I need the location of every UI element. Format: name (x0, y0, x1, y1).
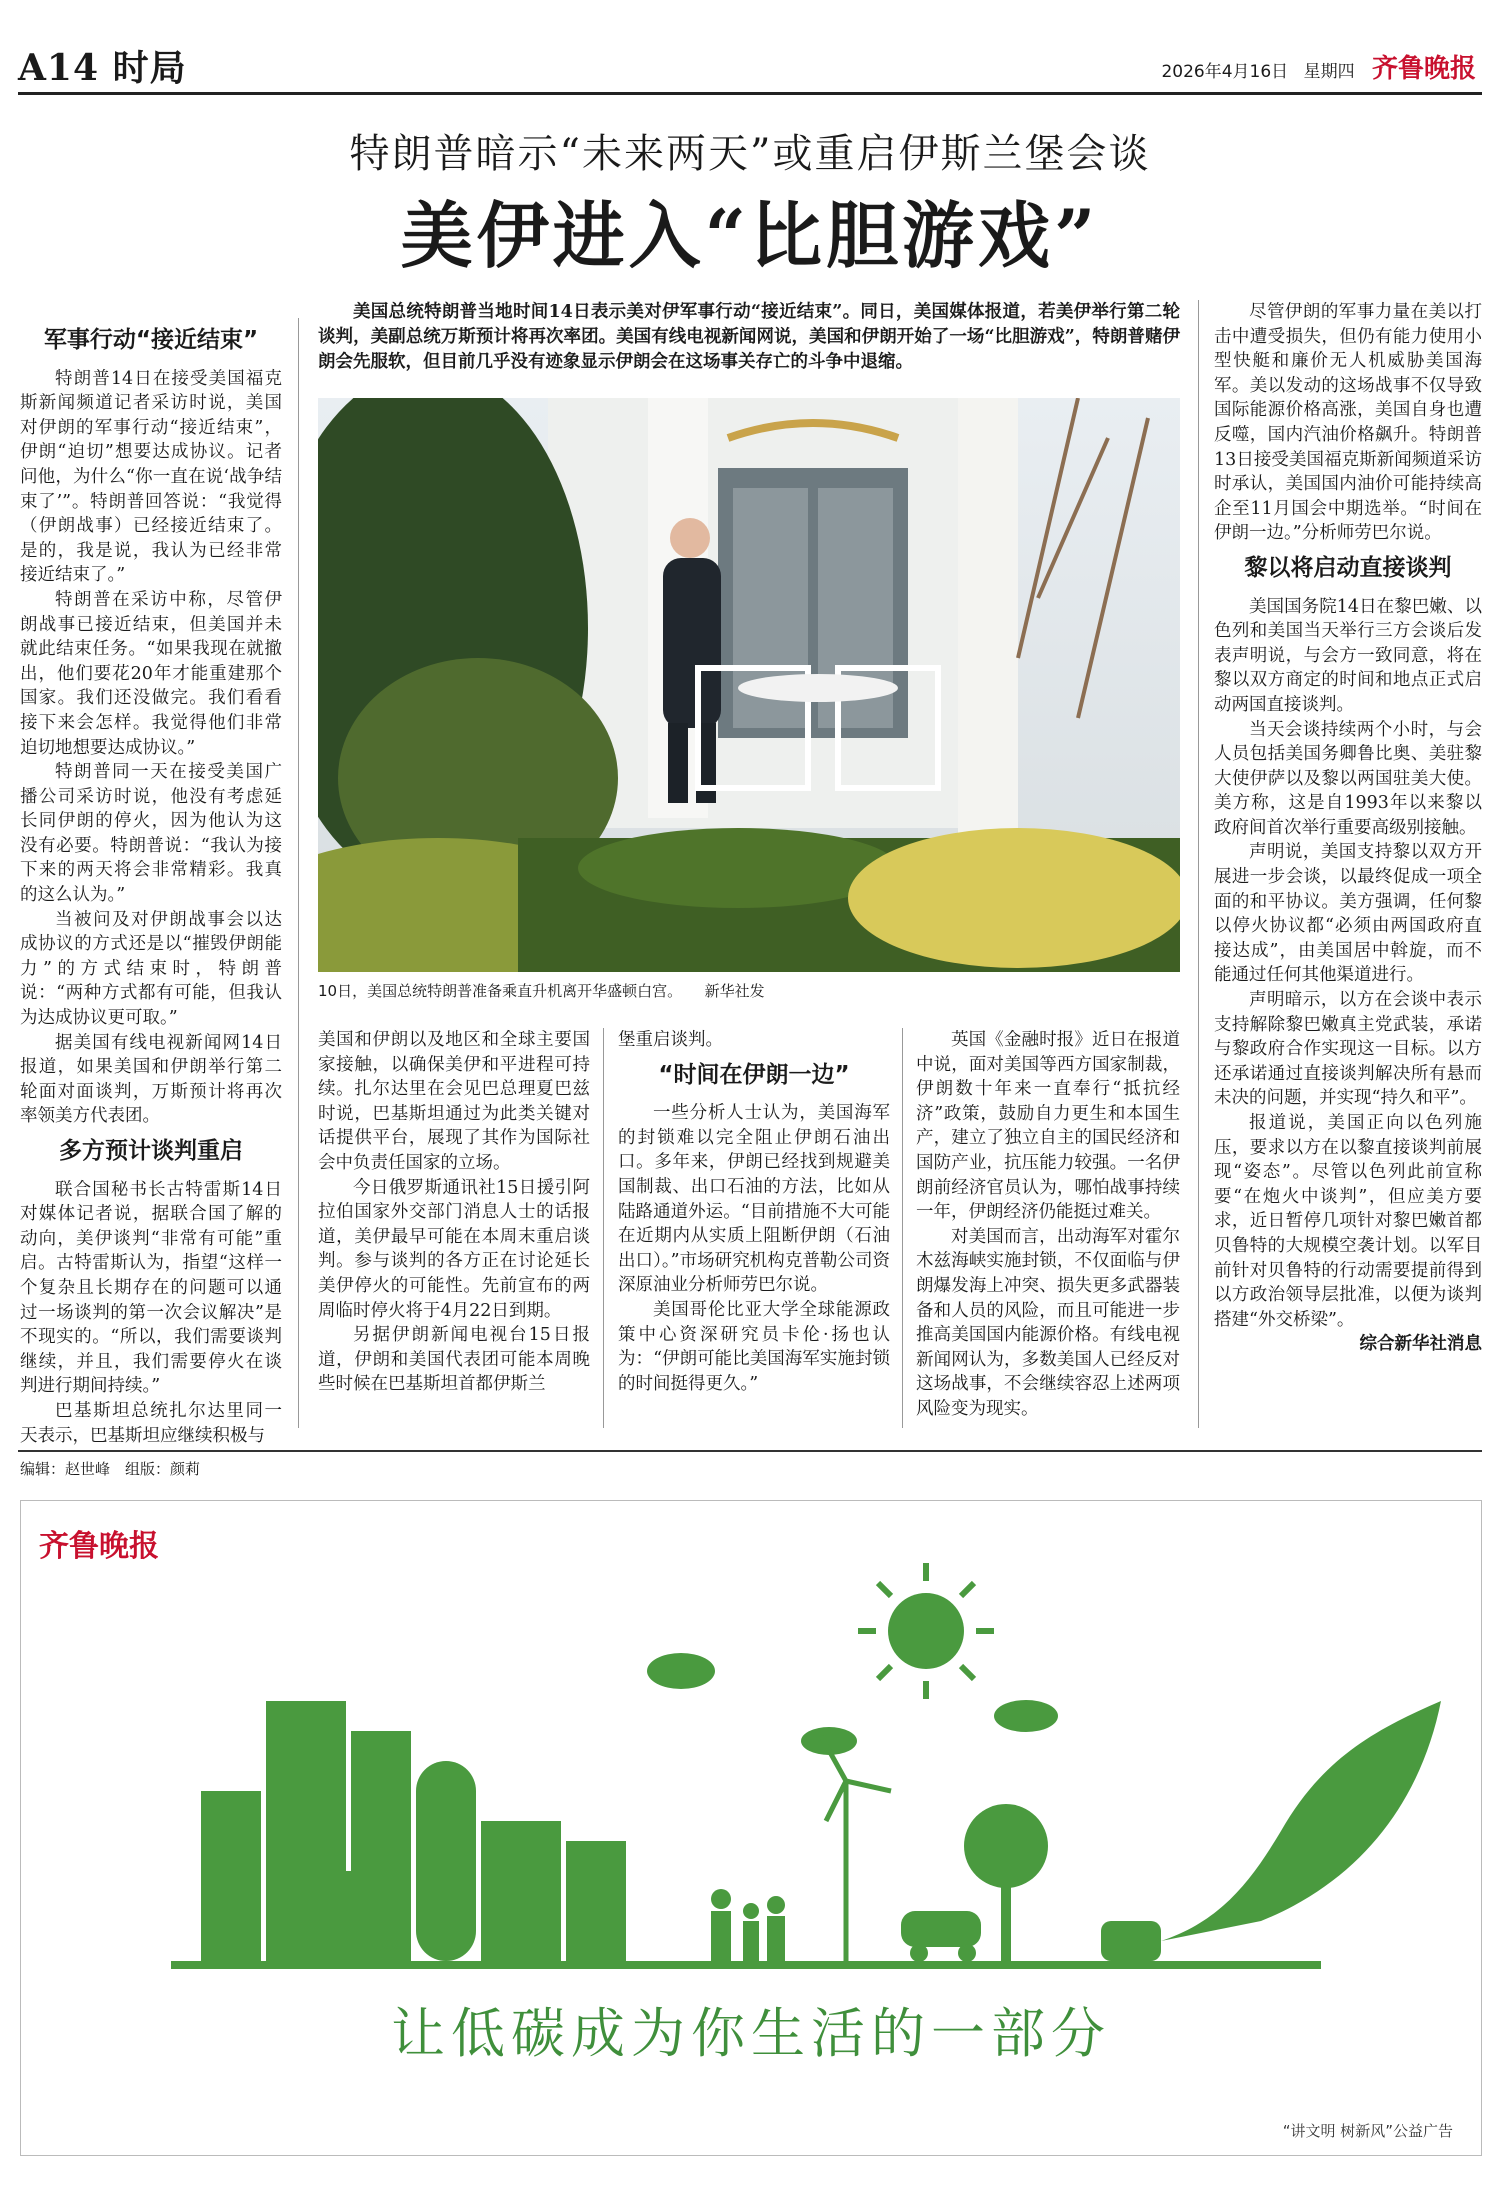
column-divider (1198, 300, 1199, 1428)
column-2 (318, 1028, 590, 1397)
paragraph: 当天会谈持续两个小时，与会人员包括美国务卿鲁比奥、美驻黎大使伊萨以及黎以两国驻美大使。美方称，这是自1993年以来黎以政府间首次举行重要高级别接触。 (1214, 719, 1482, 838)
column-4 (916, 1028, 1180, 1422)
photo-caption: 10日，美国总统特朗普准备乘直升机离开华盛顿白宫。 新华社发 (318, 982, 765, 1000)
issue-date: 2026年4月16日 (1161, 62, 1289, 82)
paragraph: 今日俄罗斯通讯社15日援引阿拉伯国家外交部门消息人士的话报道，美伊最早可能在本周末重启谈判。参与谈判的各方正在讨论延长美伊停火的可能性。先前宣布的两周临时停火将于4月22日到期。 (318, 1177, 590, 1321)
paragraph: 美国哥伦比亚大学全球能源政策中心资深研究员卡伦·扬也认为：“伊朗可能比美国海军实施封锁的时间挺得更久。” (618, 1299, 890, 1394)
paragraph: 美国和伊朗以及地区和全球主要国家接触，以确保美伊和平进程可持续。扎尔达里在会见巴总理夏巴兹时说，巴基斯坦通过为此类关键对话提供平台，展现了其作为国际社会中负责任国家的立场。 (318, 1030, 590, 1173)
public-service-ad (20, 1500, 1482, 2156)
paragraph: 联合国秘书长古特雷斯14日对媒体记者说，据联合国了解的动向，美伊谈判“非常有可能”重启。古特雷斯认为，指望“这样一个复杂且长期存在的问题可以通过一场谈判的第一次会议解决”是不现实的。“所以，我们需要谈判继续，并且，我们需要停火在谈判进行期间持续。” (20, 1179, 282, 1397)
paragraph: 一些分析人士认为，美国海军的封锁难以完全阻止伊朗石油出口。多年来，伊朗已经找到规避美国制裁、出口石油的方法，比如从陆路通道外运。“目前措施不大可能在近期内从实质上阻断伊朗（石油出口）。”市场研究机构克普勒公司资深原油业分析师劳巴尔说。 (618, 1103, 890, 1296)
article-lede (318, 300, 1180, 375)
article-subhead: 特朗普暗示“未来两天”或重启伊斯兰堡会谈 (349, 131, 1151, 177)
section-heading-time: “时间在伊朗一边” (658, 1061, 850, 1088)
section-heading-lebanon: 黎以将启动直接谈判 (1244, 554, 1452, 581)
ad-slogan: 让低碳成为你生活的一部分 (391, 2002, 1111, 2065)
paragraph: 特朗普在采访中称，尽管伊朗战事已接近结束，但美国并未就此结束任务。“如果我现在就撤出，他们要花20年才能重建那个国家。我们还没做完。我们看看接下来会怎样。我觉得他们非常迫切地想要达成协议。” (20, 589, 282, 758)
column-divider (298, 318, 299, 1428)
page-section: A14 时局 (18, 47, 187, 89)
paragraph: 当被问及对伊朗战事会以达成协议的方式还是以“摧毁伊朗能力”的方式结束时，特朗普说：“两种方式都有可能，但我认为达成协议更可取。” (20, 909, 282, 1029)
column-3 (618, 1028, 890, 1396)
newspaper-brand: 齐鲁晚报 (1371, 54, 1476, 84)
column-divider (902, 1028, 903, 1428)
editors-rule (18, 1450, 1482, 1452)
paragraph: 声明说，美国支持黎以双方开展进一步会谈，以最终促成一项全面的和平协议。美方强调，任何黎以停火协议都“必须由两国政府直接达成”，由美国居中斡旋，而不能通过任何其他渠道进行。 (1214, 842, 1482, 986)
column-1 (20, 318, 282, 1448)
lede-text: 美国总统特朗普当地时间14日表示美对伊军事行动“接近结束”。同日，美国媒体报道，若美伊举行第二轮谈判，美副总统万斯预计将再次率团。美国有线电视新闻网说，美国和伊朗开始了一场“比胆游戏”，特朗普赌伊朗会先服软，但目前几乎没有迹象显示伊朗会在这场事关存亡的斗争中退缩。 (318, 302, 1180, 372)
paragraph: 特朗普同一天在接受美国广播公司采访时说，他没有考虑延长同伊朗的停火，因为他认为这没有必要。特朗普说：“我认为接下来的两天将会非常精彩。我真的这么认为。” (20, 762, 282, 906)
issue-weekday: 星期四 (1303, 62, 1355, 82)
editor-credits: 编辑：赵世峰 组版：颜莉 (20, 1460, 201, 1478)
paragraph: 另据伊朗新闻电视台15日报道，伊朗和美国代表团可能本周晚些时候在巴基斯坦首都伊斯兰 (318, 1325, 590, 1395)
article-signature: 综合新华社消息 (1359, 1334, 1482, 1355)
paragraph: 英国《金融时报》近日在报道中说，面对美国等西方国家制裁，伊朗数十年来一直奉行“抵抗经济”政策，鼓励自力更生和本国生产，建立了独立自主的国民经济和国防产业，抗压能力较强。一名伊朗前经济官员认为，哪怕战事持续一年，伊朗经济仍能挺过难关。 (916, 1030, 1180, 1223)
section-heading-talks: 多方预计谈判重启 (59, 1138, 243, 1164)
column-5 (1214, 300, 1482, 1357)
paragraph: 堡重启谈判。 (618, 1030, 723, 1050)
paragraph: 对美国而言，出动海军对霍尔木兹海峡实施封锁，不仅面临与伊朗爆发海上冲突、损失更多武器装备和人员的风险，而且可能进一步推高美国国内能源价格。有线电视新闻网认为，多数美国人已经反对这场战事，不会继续容忍上述两项风险变为现实。 (916, 1226, 1180, 1419)
paragraph: 美国国务院14日在黎巴嫩、以色列和美国当天举行三方会谈后发表声明说，与会方一致同意，将在黎以双方商定的时间和地点正式启动两国直接谈判。 (1214, 596, 1482, 715)
sun-icon (888, 1593, 964, 1669)
column-divider (603, 1028, 604, 1428)
paragraph: 声明暗示，以方在会谈中表示支持解除黎巴嫩真主党武装，承诺与黎政府合作实现这一目标。以方还承诺通过直接谈判解决所有悬而未决的问题，并实现“持久和平”。 (1214, 990, 1482, 1109)
masthead-info (1161, 48, 1476, 85)
paragraph: 据美国有线电视新闻网14日报道，如果美国和伊朗举行第二轮面对面谈判，万斯预计将再次率领美方代表团。 (20, 1032, 282, 1127)
paragraph: 特朗普14日在接受美国福克斯新闻频道记者采访时说，美国对伊朗的军事行动“接近结束”，伊朗“迫切”想要达成协议。记者问他，为什么“你一直在说‘战争结束了’”。特朗普回答说：“我觉得（伊朗战事）已经接近结束了。是的，我是说，我认为已经非常接近结束了。” (20, 368, 282, 586)
news-photo (318, 398, 1180, 972)
section-heading-military: 军事行动“接近结束” (43, 327, 259, 353)
paragraph: 巴基斯坦总统扎尔达里同一天表示，巴基斯坦应继续积极与 (20, 1400, 282, 1446)
ad-brand-logo: 齐鲁晚报 (39, 1529, 159, 1564)
white-house-photo-illustration (318, 398, 1180, 972)
paragraph: 尽管伊朗的军事力量在美以打击中遭受损失，但仍有能力使用小型快艇和廉价无人机威胁美国海军。美以发动的这场战事不仅导致国际能源价格高涨，美国自身也遭反噬，国内汽油价格飙升。特朗普13日接受美国福克斯新闻频道采访时承认，美国国内油价可能持续高企至11月国会中期选举。“时间在伊朗一边。”分析师劳巴尔说。 (1214, 302, 1482, 544)
paragraph: 报道说，美国正向以色列施压，要求以方在以黎直接谈判前展现“姿态”。尽管以色列此前宣称要“在炮火中谈判”，但应美方要求，近日暂停几项针对黎巴嫩首都贝鲁特的大规模空袭计划。以军目前针对贝鲁特的行动需要提前得到以方政治领导层批准，以便为谈判搭建“外交桥梁”。 (1214, 1113, 1482, 1330)
ad-credit: “讲文明 树新风”公益广告 (1282, 2122, 1453, 2140)
cloud-icon (647, 1653, 715, 1689)
article-headline: 美伊进入“比胆游戏” (400, 193, 1100, 278)
header-rule (18, 92, 1482, 95)
